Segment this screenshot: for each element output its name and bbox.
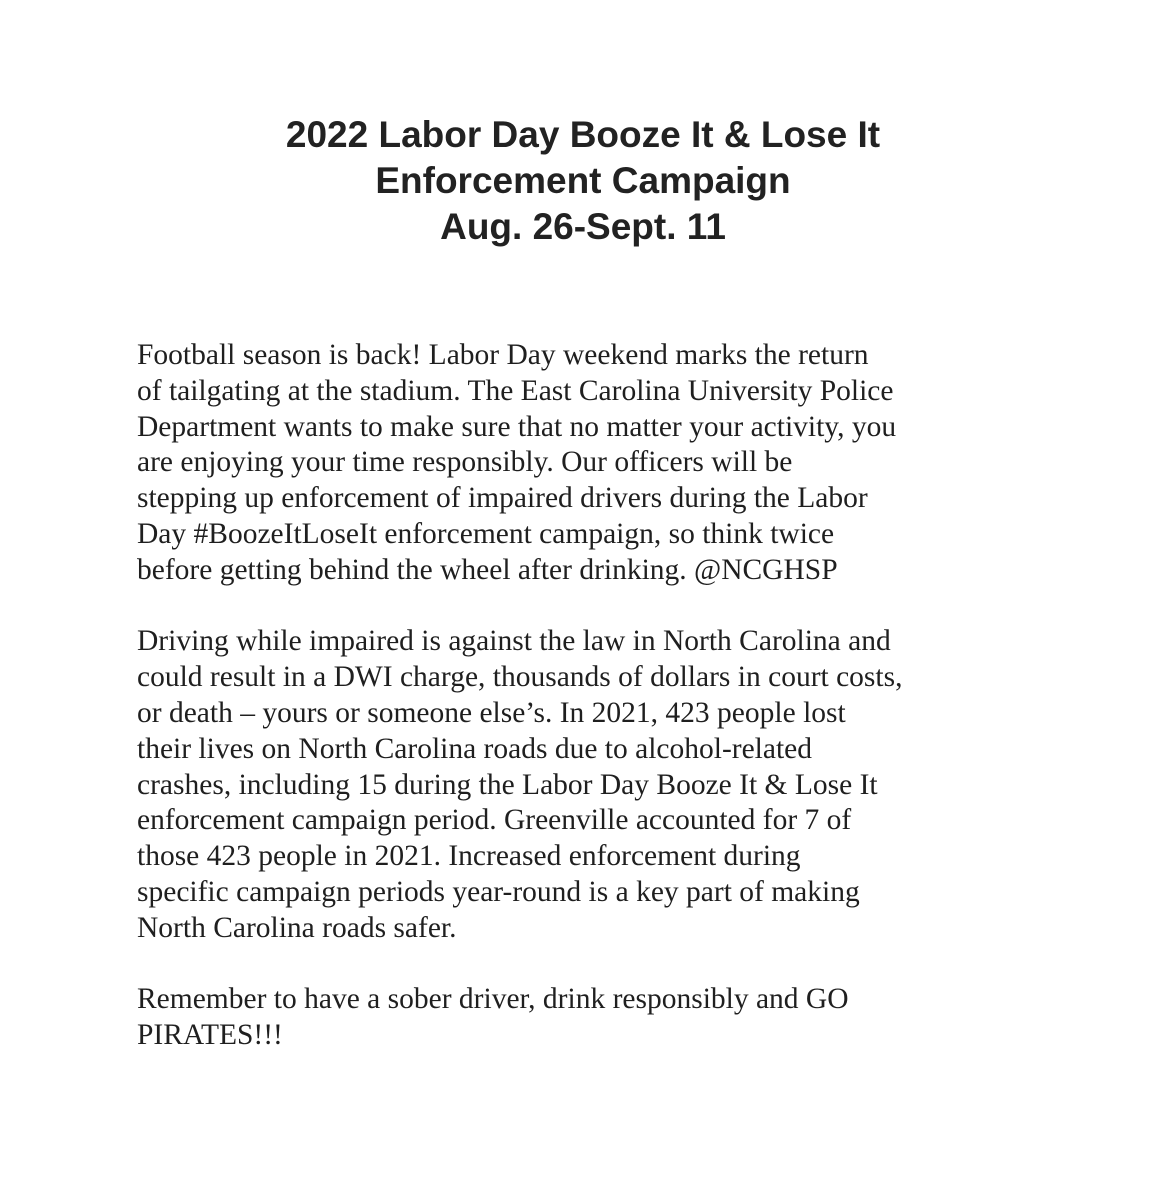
text-line: North Carolina roads safer. — [137, 911, 457, 944]
text-line: Driving while impaired is against the law in North Carolina and — [137, 625, 891, 658]
paragraph-intro — [137, 338, 1037, 589]
text-line: before getting behind the wheel after drinking. @NCGHSP — [137, 553, 838, 586]
text-line: or death – yours or someone else’s. In 2021, 423 people lost — [137, 696, 846, 729]
document-title — [0, 112, 1166, 250]
text-line: specific campaign periods year-round is a key part of making — [137, 875, 860, 908]
text-line: are enjoying your time responsibly. Our officers will be — [137, 446, 793, 479]
paragraph-statistics — [137, 624, 1037, 946]
text-line: Football season is back! Labor Day weekend marks the return — [137, 339, 869, 371]
paragraph-spacer — [137, 589, 1037, 625]
text-line: Day #BoozeItLoseIt enforcement campaign, so think twice — [137, 517, 835, 550]
text-line: Remember to have a sober driver, drink responsibly and GO — [137, 983, 849, 1016]
text-line: could result in a DWI charge, thousands of dollars in court costs, — [137, 661, 903, 694]
text-line: stepping up enforcement of impaired drivers during the Labor — [137, 482, 868, 515]
text-line: PIRATES!!! — [137, 1019, 283, 1052]
text-line: those 423 people in 2021. Increased enforcement during — [137, 840, 801, 873]
text-line: Department wants to make sure that no matter your activity, you — [137, 410, 897, 443]
paragraph-closing — [137, 982, 1037, 1054]
title-line-2: Enforcement Campaign — [375, 160, 791, 201]
text-line: of tailgating at the stadium. The East Carolina University Police — [137, 374, 894, 407]
text-line: crashes, including 15 during the Labor Day Booze It & Lose It — [137, 768, 878, 801]
title-line-3: Aug. 26-Sept. 11 — [440, 206, 726, 247]
paragraph-spacer — [137, 947, 1037, 983]
title-line-1: 2022 Labor Day Booze It & Lose It — [285, 114, 881, 155]
text-line: enforcement campaign period. Greenville accounted for 7 of — [137, 804, 852, 837]
document-body — [137, 338, 1037, 1054]
text-line: their lives on North Carolina roads due to alcohol-related — [137, 732, 813, 765]
